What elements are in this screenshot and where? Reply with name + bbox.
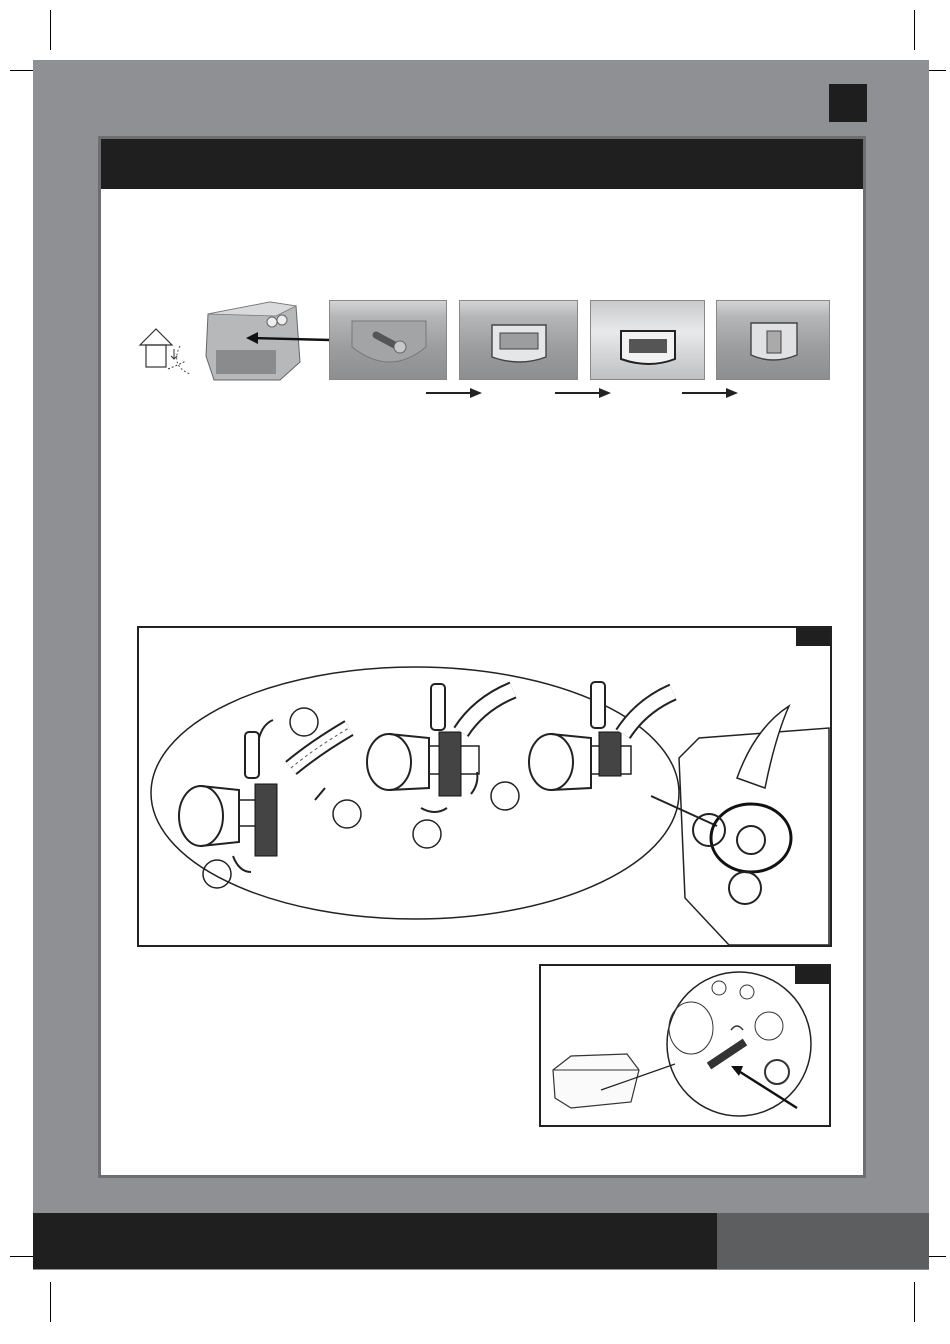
figure-pool-wall-connection xyxy=(539,964,831,1127)
crop-mark-bottom-right-v xyxy=(914,1282,915,1322)
page-number-box xyxy=(829,84,867,122)
rotate-arrow-icon xyxy=(731,1026,743,1030)
arrow-right-icon xyxy=(555,387,611,399)
panel-header-bar xyxy=(101,139,863,189)
crop-mark-bottom-left-v xyxy=(50,1282,51,1322)
arrow-right-icon xyxy=(682,387,738,399)
crop-mark-top-right-v xyxy=(914,10,915,50)
figure-hose-connection xyxy=(137,626,832,947)
valve-cover-photo-3 xyxy=(590,300,705,380)
crop-mark-top-left-v xyxy=(50,10,51,50)
footer-accent-bar xyxy=(717,1213,929,1269)
valve-cover-icon xyxy=(460,301,578,380)
arrow-right-icon xyxy=(426,387,482,399)
valve-cover-closed-icon xyxy=(717,301,830,380)
pool-wall-illustration xyxy=(541,966,829,1125)
valve-knob-icon xyxy=(330,301,447,380)
valve-cover-photo-4 xyxy=(716,300,830,380)
figure-tag xyxy=(795,966,829,984)
pump-unit-illustration xyxy=(170,296,330,382)
figure-tag xyxy=(796,628,830,646)
footer-bar xyxy=(33,1213,717,1269)
valve-cover-photo-2 xyxy=(459,300,578,380)
valve-cover-lifted-icon xyxy=(591,301,705,380)
hose-clamp-illustration xyxy=(139,628,830,945)
valve-knob-photo-1 xyxy=(329,300,447,380)
